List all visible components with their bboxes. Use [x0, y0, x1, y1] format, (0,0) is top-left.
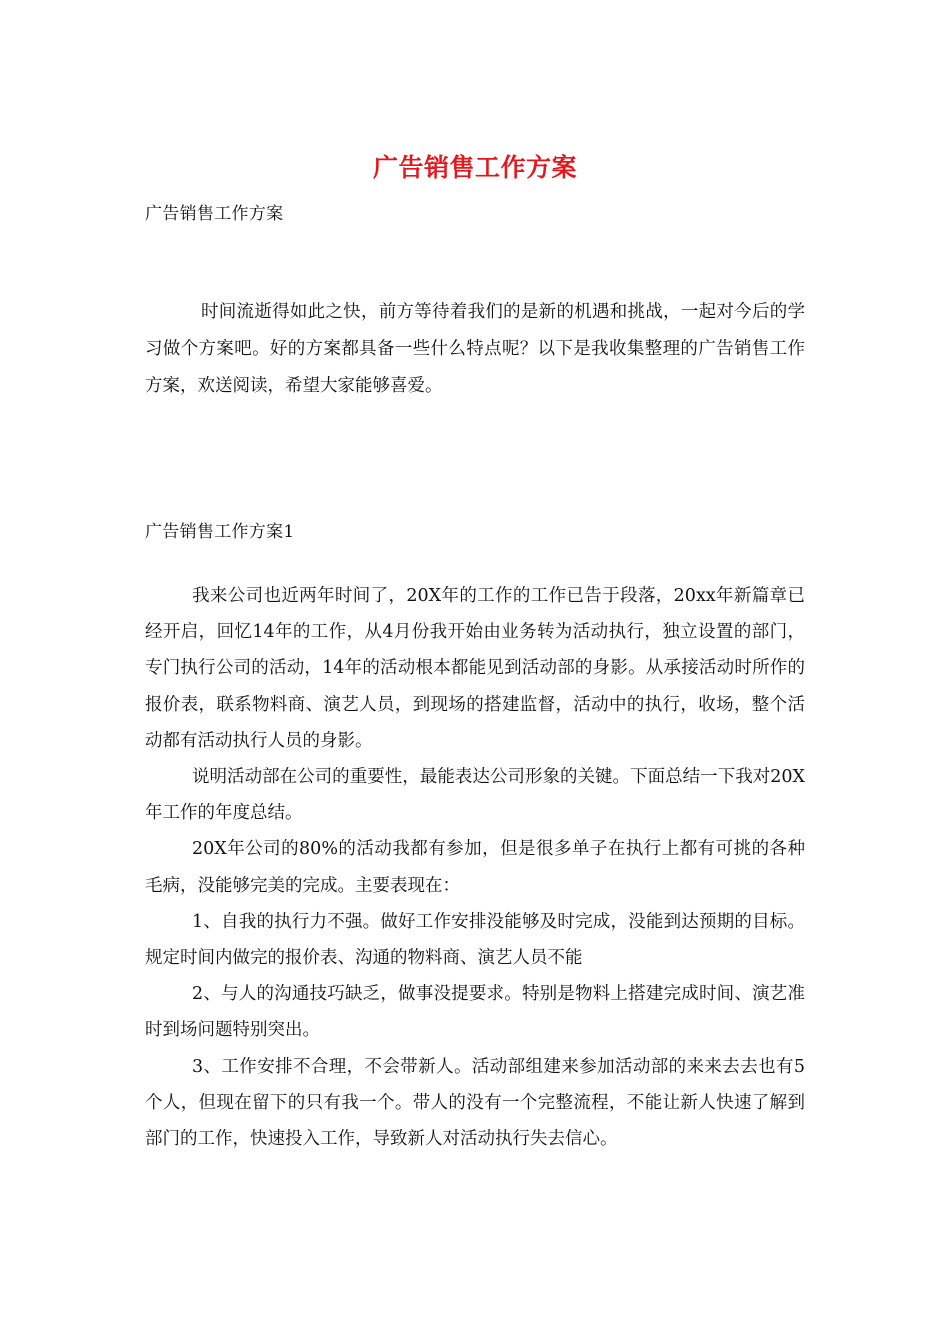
paragraph: 20X年公司的80%的活动我都有参加，但是很多单子在执行上都有可挑的各种毛病，没能够完美的完成。主要表现在：	[145, 839, 805, 896]
paragraph: 3、工作安排不合理，不会带新人。活动部组建来参加活动部的来来去去也有5个人，但现在留下的只有我一个。带人的没有一个完整流程，不能让新人快速了解到部门的工作，快速投入工作，导致新人对活动执行失去信心。	[145, 1056, 805, 1150]
paragraph: 2、与人的沟通技巧缺乏，做事没提要求。特别是物料上搭建完成时间、演艺准时到场问题特别突出。	[145, 984, 805, 1041]
document-subtitle: 广告销售工作方案	[145, 204, 284, 224]
paragraph: 说明活动部在公司的重要性，最能表达公司形象的关键。下面总结一下我对20X年工作的年度总结。	[145, 767, 805, 824]
paragraph: 1、自我的执行力不强。做好工作安排没能够及时完成，没能到达预期的目标。规定时间内做完的报价表、沟通的物料商、演艺人员不能	[145, 911, 805, 969]
section-heading: 广告销售工作方案1	[145, 522, 295, 542]
document-title: 广告销售工作方案	[372, 153, 577, 182]
body-text	[145, 578, 805, 1157]
paragraph: 我来公司也近两年时间了，20X年的工作的工作已告于段落，20xx年新篇章已经开启，回忆14年的工作，从4月份我开始由业务转为活动执行，独立设置的部门，专门执行公司的活动，14年的活动根本都能见到活动部的身影。从承接活动时所作的报价表，联系物料商、演艺人员，到现场的搭建监督，活动中的执行，收场，整个活动都有活动执行人员的身影。	[145, 586, 805, 751]
intro-paragraph: 时间流逝得如此之快，前方等待着我们的是新的机遇和挑战，一起对今后的学习做个方案吧。好的方案都具备一些什么特点呢？以下是我收集整理的广告销售工作方案，欢送阅读，希望大家能够喜爱。	[145, 302, 805, 396]
